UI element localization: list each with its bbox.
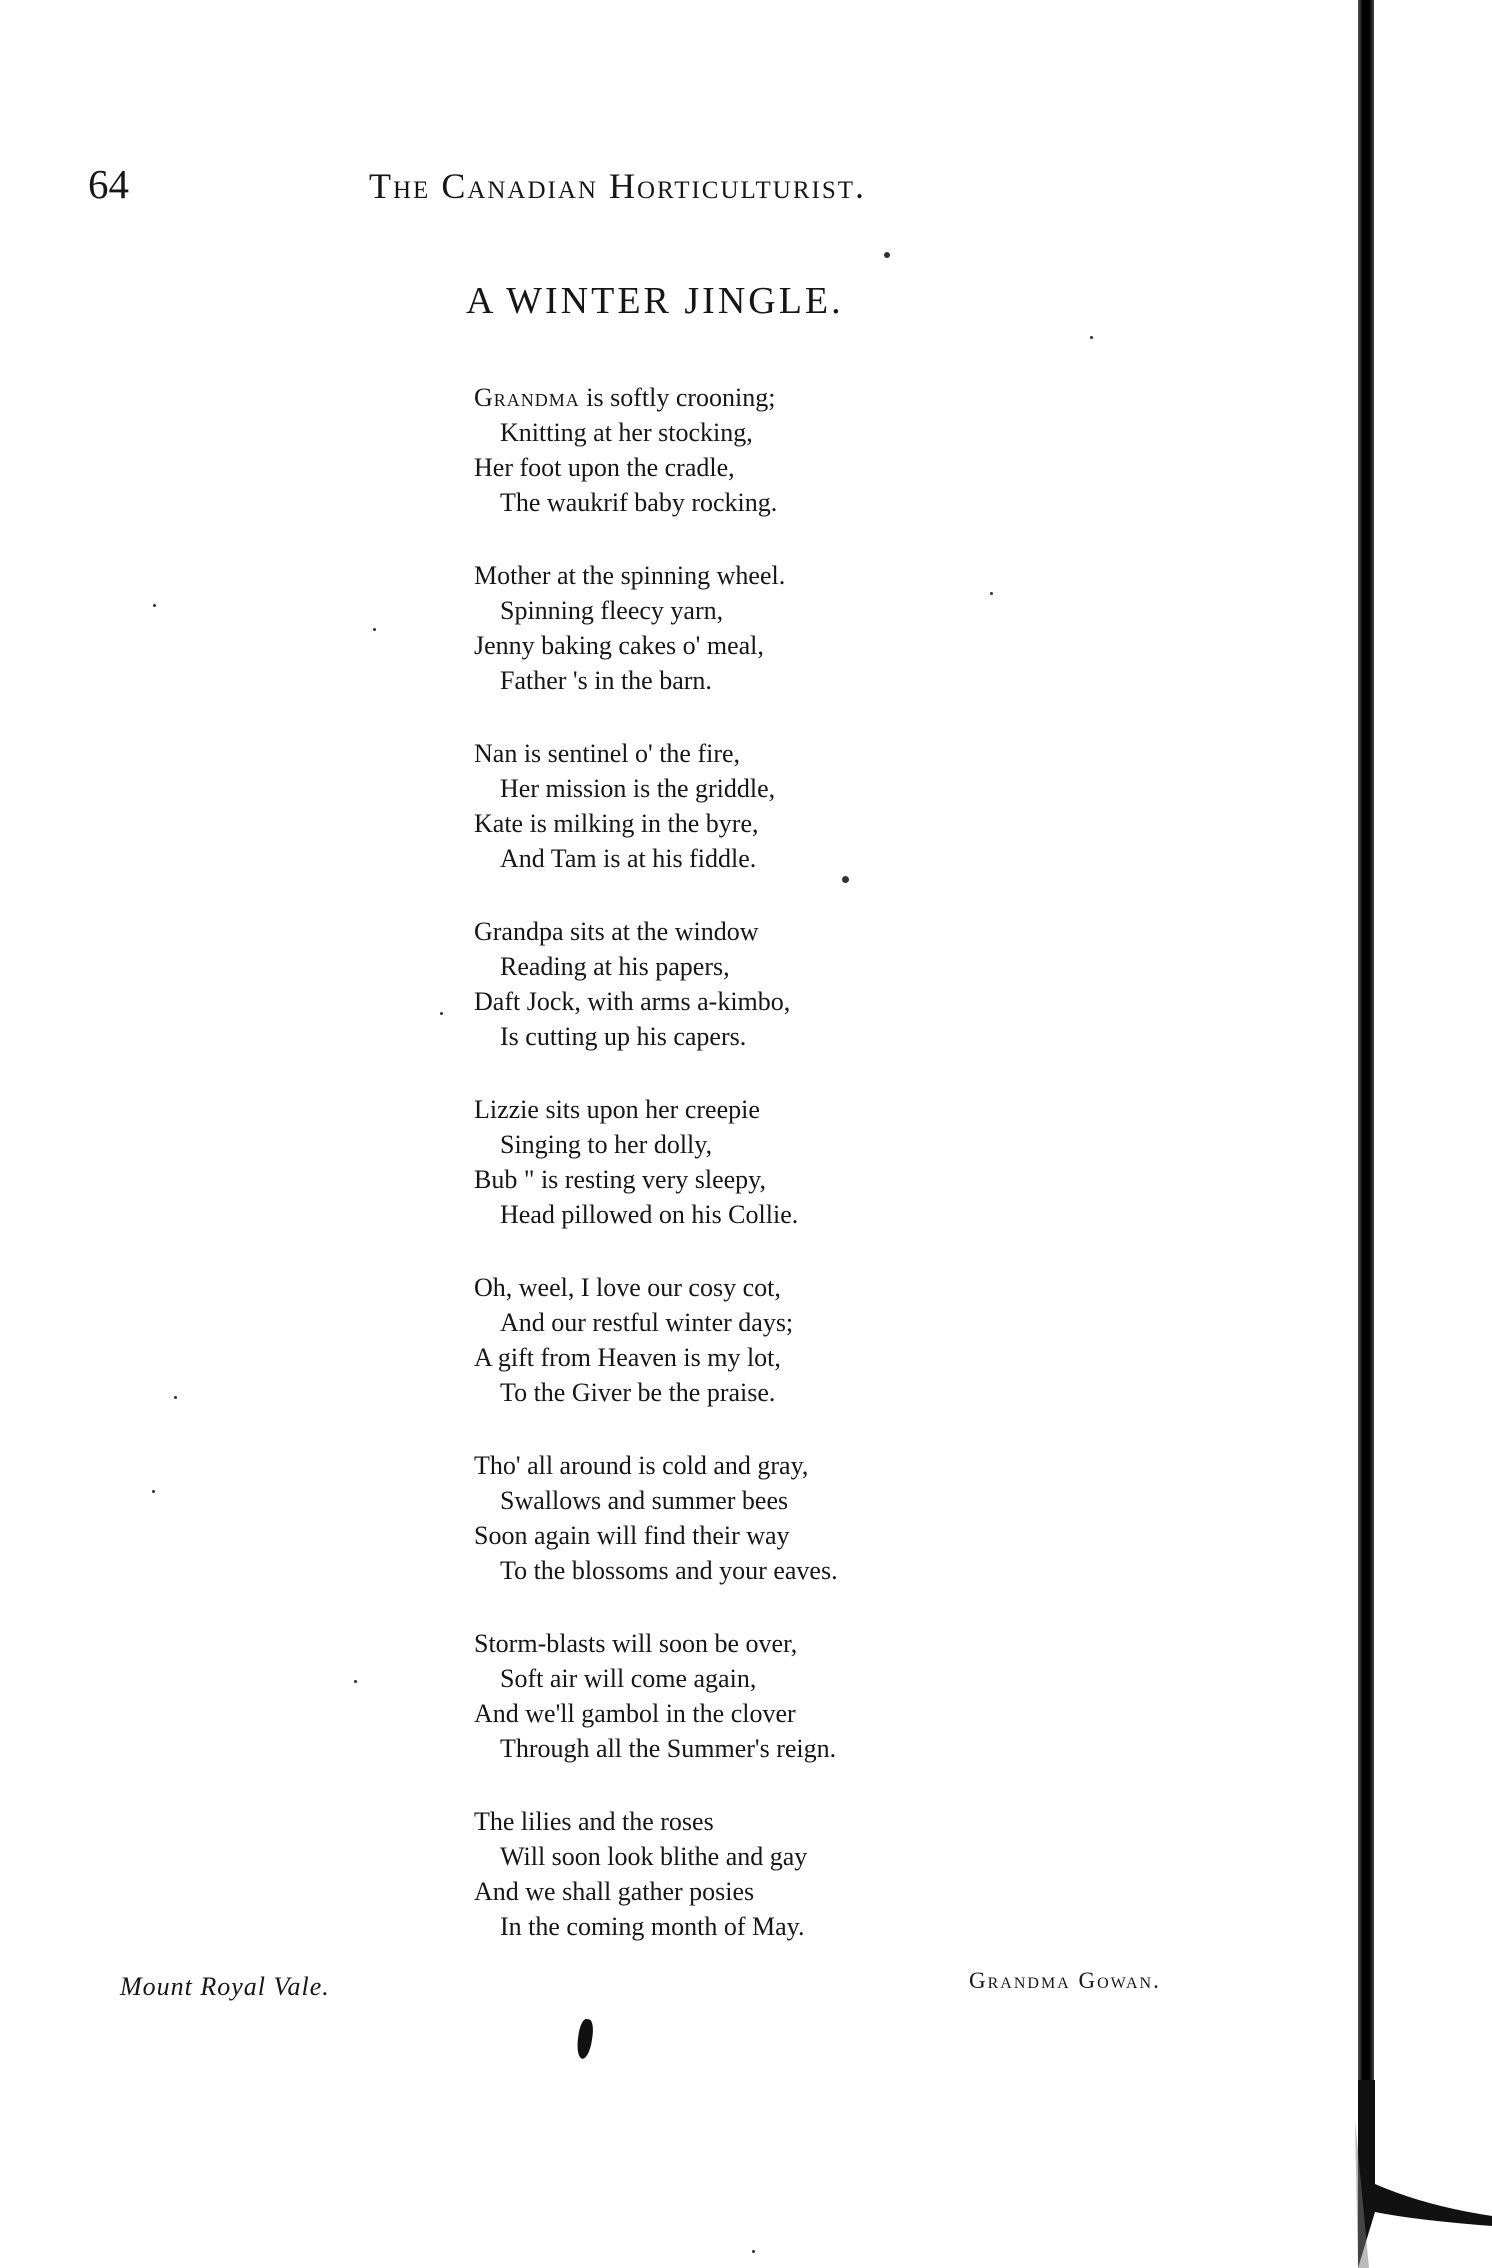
poem-line: Through all the Summer's reign. — [500, 1734, 837, 1763]
poem-line: Soft air will come again, — [500, 1664, 757, 1693]
poem-line: Singing to her dolly, — [500, 1130, 713, 1159]
stanza-gap — [474, 520, 838, 558]
stanza-gap — [474, 1588, 838, 1626]
poem-line: Jenny baking cakes o' meal, — [474, 631, 764, 660]
stanza — [474, 1804, 838, 1944]
signature-author: Grandma Gowan. — [969, 1968, 1161, 1993]
stanza-gap — [474, 1054, 838, 1092]
poem-title: A WINTER JINGLE. — [466, 280, 844, 322]
speck — [1090, 336, 1093, 339]
poem-line: And we shall gather posies — [474, 1877, 755, 1906]
poem-line: Soon again will find their way — [474, 1521, 790, 1550]
poem-line: Bub " is resting very sleepy, — [474, 1165, 766, 1194]
stanza-gap — [474, 698, 838, 736]
speck — [153, 604, 156, 607]
poem-line: Kate is milking in the byre, — [474, 809, 759, 838]
ink-blot — [575, 2018, 594, 2060]
stanza-gap — [474, 876, 838, 914]
poem-line: Reading at his papers, — [500, 952, 730, 981]
binding-edge — [1358, 0, 1374, 2180]
stanza-gap — [474, 1766, 838, 1804]
page-number: 64 — [88, 161, 129, 207]
poem-line: Lizzie sits upon her creepie — [474, 1095, 760, 1124]
stanza — [474, 736, 838, 876]
running-head: The Canadian Horticulturist. — [369, 166, 867, 206]
poem-line: Father 's in the barn. — [500, 666, 712, 695]
poem-line: And our restful winter days; — [500, 1308, 794, 1337]
stanza — [474, 380, 838, 520]
poem-line: Oh, weel, I love our cosy cot, — [474, 1273, 781, 1302]
poem-body — [474, 380, 838, 1944]
speck — [752, 2250, 755, 2253]
stanza — [474, 1626, 838, 1766]
poem-line: Swallows and summer bees — [500, 1486, 789, 1515]
poem-line: Daft Jock, with arms a-kimbo, — [474, 987, 791, 1016]
poem-line: The waukrif baby rocking. — [500, 488, 778, 517]
stanza — [474, 1092, 838, 1232]
poem-line: Will soon look blithe and gay — [500, 1842, 808, 1871]
stanza — [474, 914, 838, 1054]
poem-line: Mother at the spinning wheel. — [474, 561, 786, 590]
speck — [152, 1490, 155, 1493]
poem-line: A gift from Heaven is my lot, — [474, 1343, 781, 1372]
stanza — [474, 1270, 838, 1410]
speck — [990, 592, 993, 595]
stanza-gap — [474, 1410, 838, 1448]
speck — [842, 876, 849, 883]
stanza — [474, 558, 838, 698]
poem-line: Her mission is the griddle, — [500, 774, 776, 803]
poem-line: Is cutting up his capers. — [500, 1022, 747, 1051]
poem-line: To the Giver be the praise. — [500, 1378, 776, 1407]
speck — [174, 1396, 177, 1399]
stanza-gap — [474, 1232, 838, 1270]
poem-line: Knitting at her stocking, — [500, 418, 753, 447]
poem-line: And we'll gambol in the clover — [474, 1699, 796, 1728]
poem-line: Tho' all around is cold and gray, — [474, 1451, 809, 1480]
poem-line: In the coming month of May. — [500, 1912, 805, 1941]
poem-line: To the blossoms and your eaves. — [500, 1556, 838, 1585]
speck — [354, 1680, 357, 1683]
signature-place: Mount Royal Vale. — [120, 1972, 330, 2001]
poem-line: Spinning fleecy yarn, — [500, 596, 724, 625]
poem-line: Her foot upon the cradle, — [474, 453, 735, 482]
poem-line: Storm-blasts will soon be over, — [474, 1629, 798, 1658]
poem-line: And Tam is at his fiddle. — [500, 844, 757, 873]
poem-line: The lilies and the roses — [474, 1807, 714, 1836]
poem-line: Nan is sentinel o' the fire, — [474, 739, 741, 768]
stanza — [474, 1448, 838, 1588]
speck — [373, 628, 376, 631]
speck — [884, 252, 890, 258]
poem-line: Grandpa sits at the window — [474, 917, 759, 946]
poem-line: Grandma is softly crooning; — [474, 383, 776, 412]
binding-shadow — [1355, 2080, 1492, 2268]
speck — [440, 1012, 443, 1015]
poem-line: Head pillowed on his Collie. — [500, 1200, 799, 1229]
